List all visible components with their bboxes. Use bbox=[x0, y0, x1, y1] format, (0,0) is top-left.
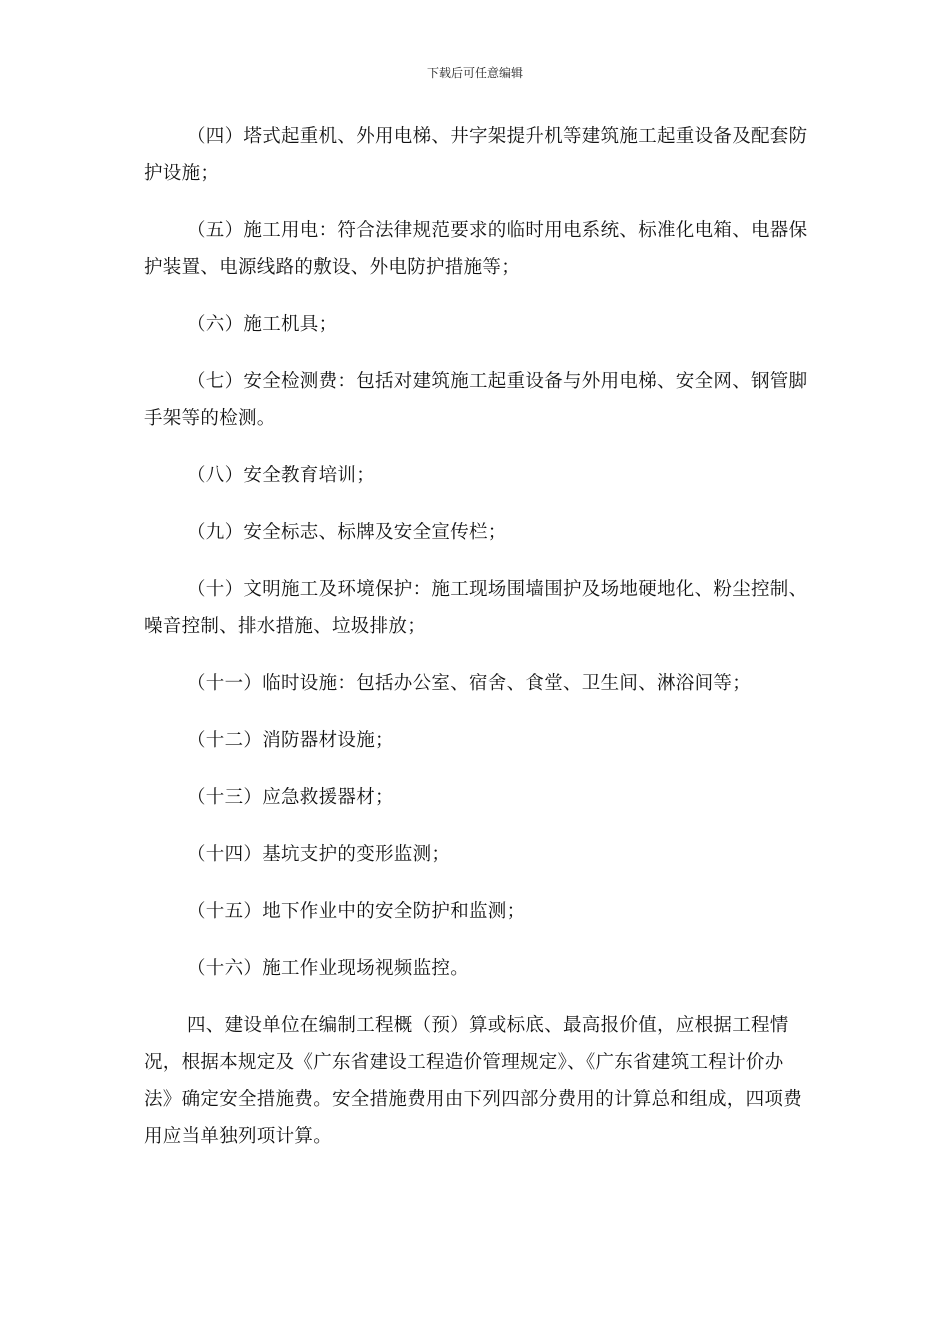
document-body bbox=[144, 118, 808, 1155]
paragraph-item-8: （八）安全教育培训； bbox=[187, 465, 376, 486]
paragraph-item-9: （九）安全标志、标牌及安全宣传栏； bbox=[187, 522, 507, 543]
paragraph-section-4: 四、建设单位在编制工程概（预）算或标底、最高报价值，应根据工程情况，根据本规定及《广东省建设工程造价管理规定》、《广东省建筑工程计价办法》确定安全措施费。安全措施费用由下列四部分费用的计算总和组成，四项费用应当单独列项计算。 bbox=[144, 1015, 803, 1147]
paragraph-item-13: （十三）应急救援器材； bbox=[187, 787, 394, 808]
paragraph-item-5: （五）施工用电：符合法律规范要求的临时用电系统、标准化电箱、电器保护装置、电源线路的敷设、外电防护措施等； bbox=[144, 220, 808, 278]
paragraph-item-15: （十五）地下作业中的安全防护和监测； bbox=[187, 901, 526, 922]
paragraph-item-11: （十一）临时设施：包括办公室、宿舍、食堂、卫生间、淋浴间等； bbox=[187, 673, 752, 694]
paragraph-item-10: （十）文明施工及环境保护：施工现场围墙围护及场地硬地化、粉尘控制、噪音控制、排水措施、垃圾排放； bbox=[144, 579, 808, 637]
page-header: 下载后可任意编辑 bbox=[426, 66, 523, 80]
paragraph-item-12: （十二）消防器材设施； bbox=[187, 730, 394, 751]
paragraph-item-7: （七）安全检测费：包括对建筑施工起重设备与外用电梯、安全网、钢管脚手架等的检测。 bbox=[144, 371, 808, 429]
paragraph-item-6: （六）施工机具； bbox=[187, 314, 338, 335]
paragraph-item-16: （十六）施工作业现场视频监控。 bbox=[187, 958, 470, 979]
paragraph-item-4: （四）塔式起重机、外用电梯、井字架提升机等建筑施工起重设备及配套防护设施； bbox=[144, 126, 808, 184]
paragraph-item-14: （十四）基坑支护的变形监测； bbox=[187, 844, 451, 865]
